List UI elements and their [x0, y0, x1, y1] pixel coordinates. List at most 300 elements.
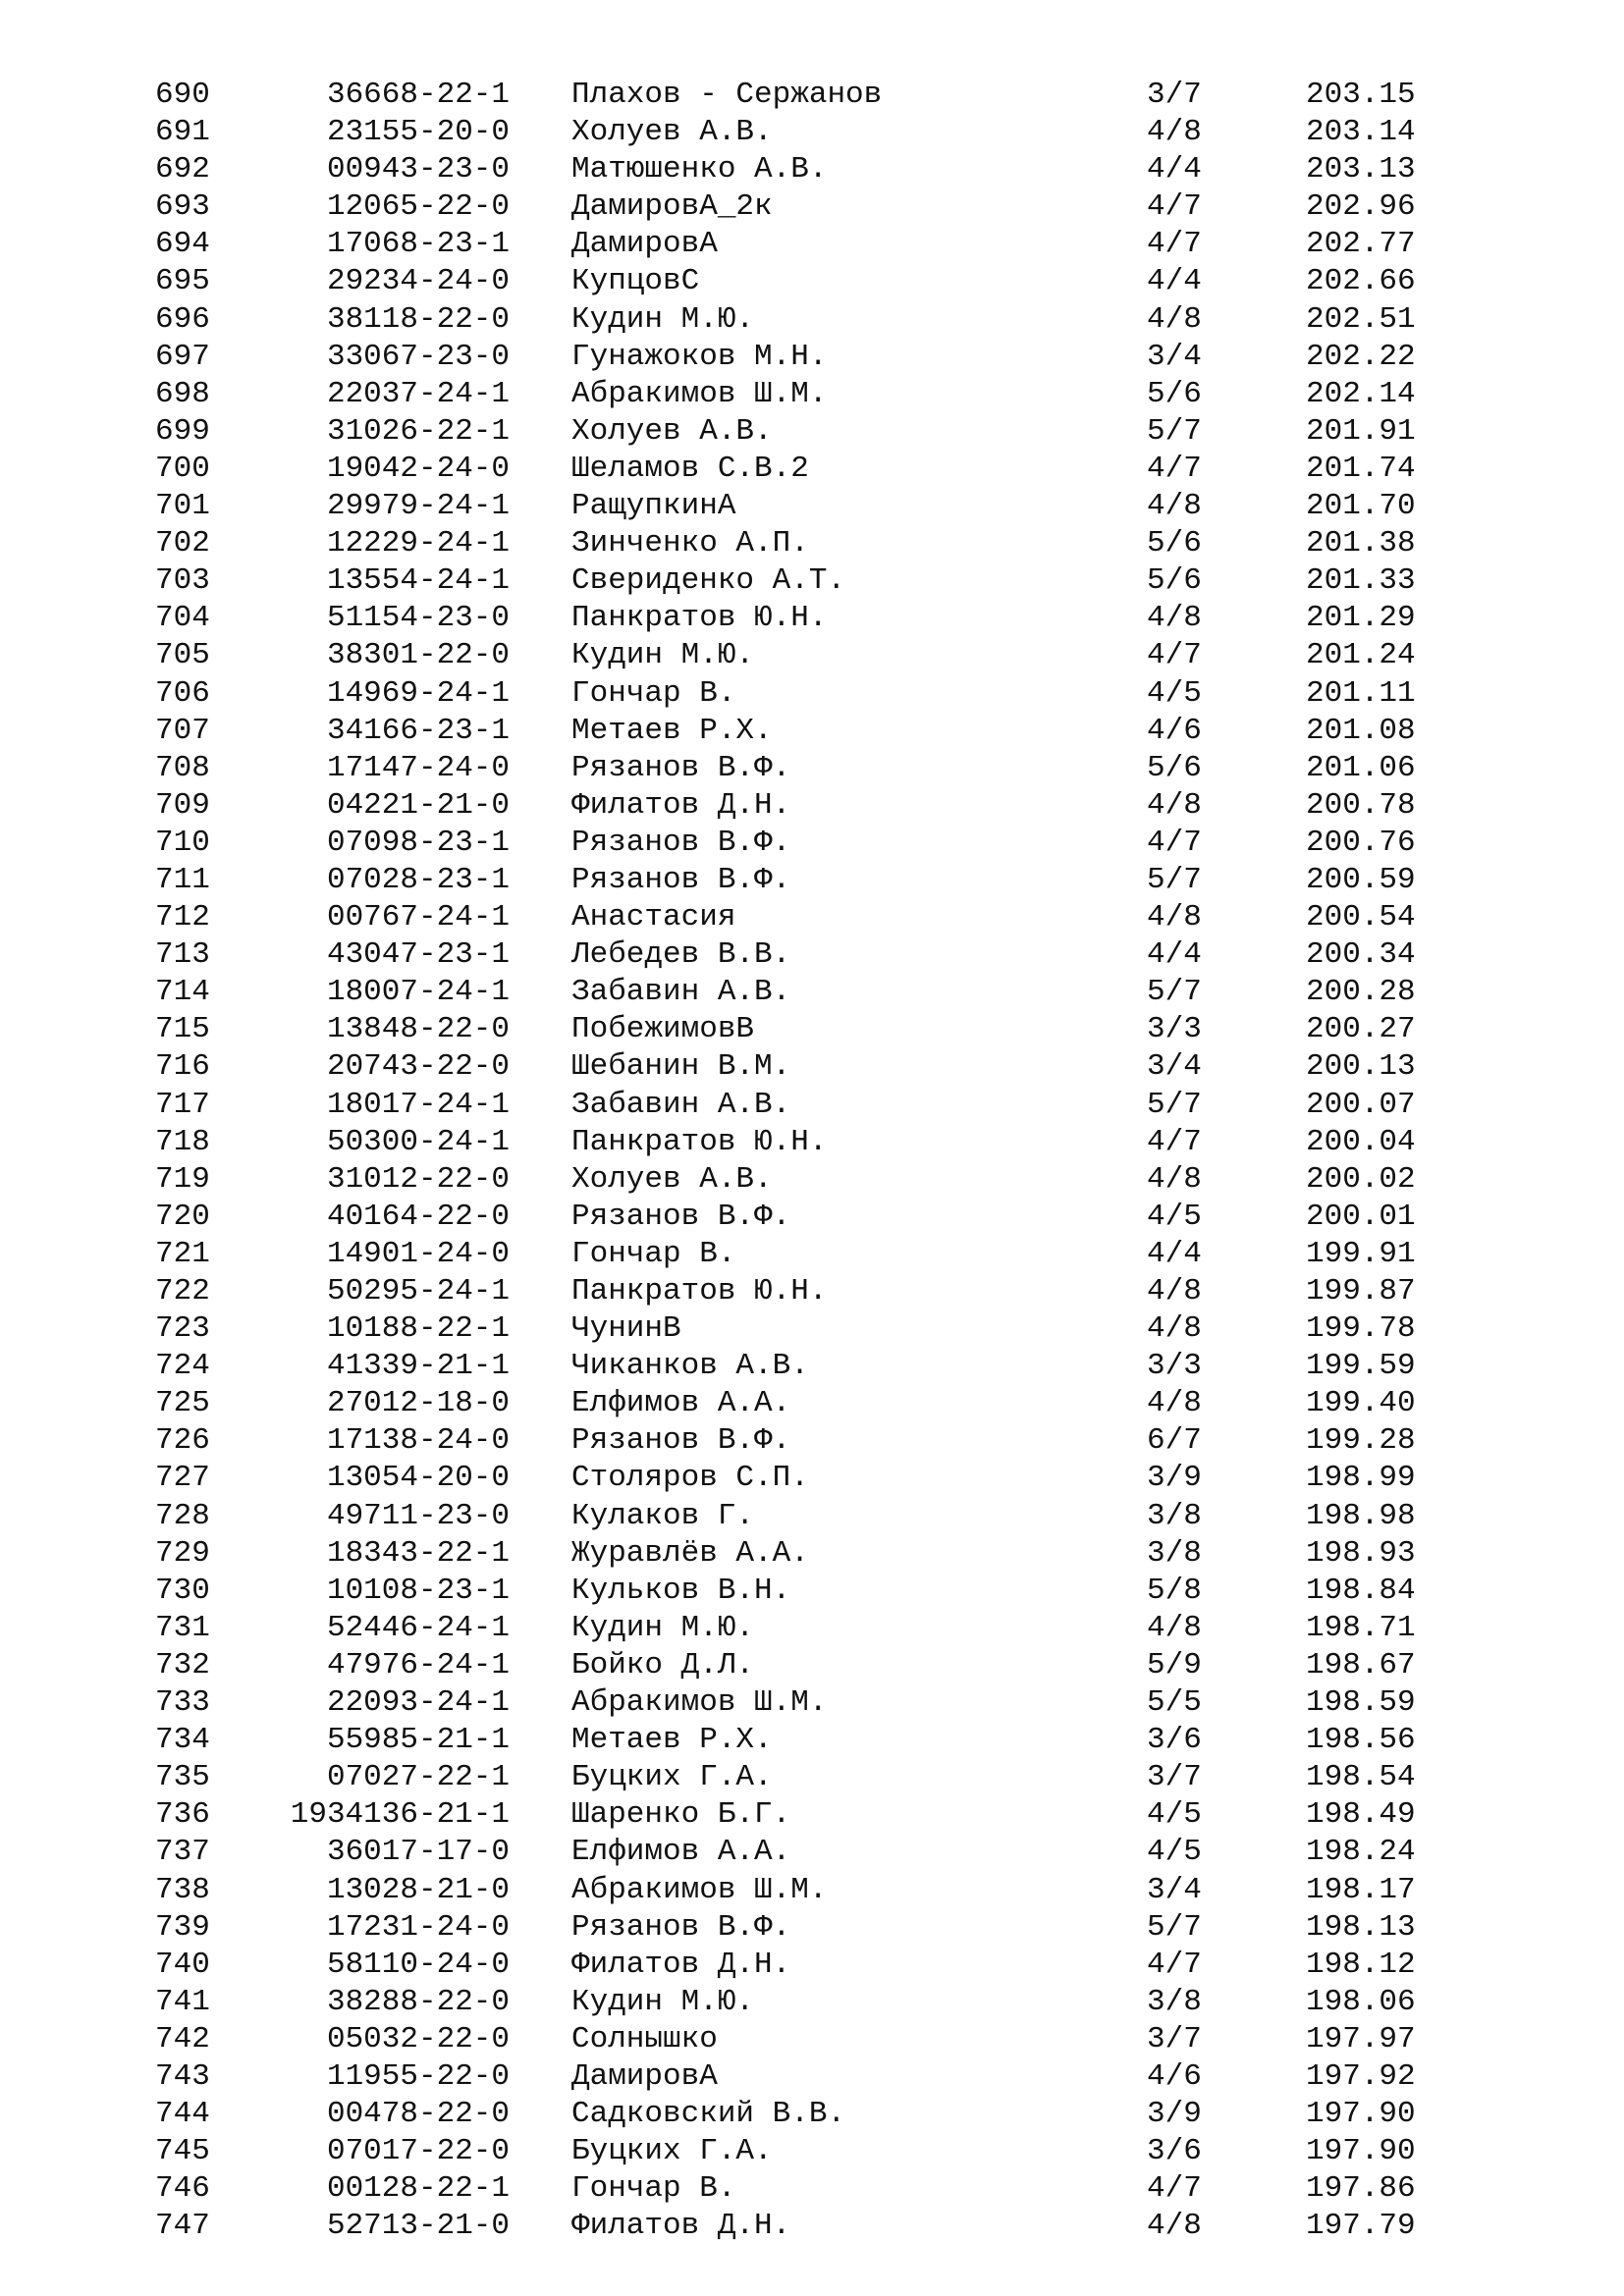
table-row: [0, 1722, 1624, 1759]
ratio-value: 3/9: [1147, 2097, 1202, 2132]
participant-name: Плахов - Сержанов: [571, 78, 883, 112]
ratio-value: 5/7: [1147, 1087, 1202, 1122]
row-number: 709: [155, 787, 210, 823]
row-number: 690: [155, 78, 210, 112]
ratio-value: 4/7: [1147, 227, 1202, 262]
score-value: 198.99: [1306, 1461, 1416, 1496]
participant-name: КупцовС: [571, 264, 700, 299]
entry-code: 04221-21-0: [326, 787, 510, 823]
entry-code: 19042-24-0: [326, 451, 510, 486]
table-row: [0, 600, 1624, 637]
row-number: 707: [155, 713, 210, 748]
entry-code: 10188-22-1: [326, 1311, 510, 1347]
row-number: 693: [155, 189, 210, 225]
table-row: [0, 1535, 1624, 1573]
table-row: [0, 1422, 1624, 1460]
entry-code: 17138-24-0: [326, 1423, 510, 1459]
row-number: 692: [155, 152, 210, 187]
entry-code: 31026-22-1: [326, 413, 510, 449]
entry-code: 50295-24-1: [326, 1274, 510, 1308]
score-value: 202.96: [1306, 189, 1416, 225]
row-number: 712: [155, 900, 210, 935]
participant-name: Метаев Р.Х.: [571, 1723, 773, 1758]
ratio-value: 4/8: [1147, 2209, 1202, 2244]
entry-code: 52713-21-0: [326, 2209, 510, 2244]
entry-code: 13054-20-0: [326, 1461, 510, 1496]
ratio-value: 3/8: [1147, 1984, 1202, 2019]
ratio-value: 4/8: [1147, 900, 1202, 935]
participant-name: Чиканков А.В.: [571, 1349, 809, 1384]
ratio-value: 3/3: [1147, 1012, 1202, 1047]
ratio-value: 3/6: [1147, 1723, 1202, 1758]
table-row: [0, 1834, 1624, 1871]
entry-code: 17147-24-0: [326, 750, 510, 785]
row-number: 698: [155, 376, 210, 411]
table-row: [0, 1273, 1624, 1310]
entry-code: 00767-24-1: [326, 900, 510, 935]
ratio-value: 4/4: [1147, 937, 1202, 973]
entry-code: 22037-24-1: [326, 376, 510, 411]
ratio-value: 4/4: [1147, 1236, 1202, 1271]
table-row: [0, 675, 1624, 713]
participant-name: Абракимов Ш.М.: [571, 376, 828, 411]
entry-code: 20743-22-0: [326, 1049, 510, 1085]
ratio-value: 3/4: [1147, 339, 1202, 374]
score-value: 198.59: [1306, 1685, 1416, 1721]
ratio-value: 4/6: [1147, 2058, 1202, 2094]
participant-name: Рязанов В.Ф.: [571, 1199, 791, 1234]
ratio-value: 4/7: [1147, 451, 1202, 486]
participant-name: ДамировА: [571, 2058, 718, 2094]
score-value: 198.13: [1306, 1909, 1416, 1945]
table-row: [0, 2096, 1624, 2133]
entry-code: 29234-24-0: [326, 264, 510, 299]
entry-code: 22093-24-1: [326, 1685, 510, 1721]
ratio-value: 5/6: [1147, 750, 1202, 785]
score-value: 199.87: [1306, 1274, 1416, 1308]
entry-code: 11955-22-0: [326, 2058, 510, 2094]
row-number: 696: [155, 301, 210, 337]
participant-name: ПобежимовВ: [571, 1012, 755, 1047]
score-value: 201.91: [1306, 413, 1416, 449]
participant-name: ДамировА_2к: [571, 189, 773, 225]
row-number: 708: [155, 750, 210, 785]
entry-code: 58110-24-0: [326, 1947, 510, 1982]
entry-code: 17068-23-1: [326, 227, 510, 262]
entry-code: 17231-24-0: [326, 1909, 510, 1945]
entry-code: 00478-22-0: [326, 2097, 510, 2132]
row-number: 726: [155, 1423, 210, 1459]
row-number: 747: [155, 2209, 210, 2244]
row-number: 738: [155, 1872, 210, 1907]
participant-name: Холуев А.В.: [571, 1161, 773, 1197]
participant-name: Солнышко: [571, 2021, 718, 2056]
row-number: 713: [155, 937, 210, 973]
row-number: 715: [155, 1012, 210, 1047]
score-value: 198.54: [1306, 1760, 1416, 1795]
entry-code: 36017-17-0: [326, 1835, 510, 1870]
entry-code: 23155-20-0: [326, 115, 510, 150]
row-number: 694: [155, 227, 210, 262]
score-value: 203.14: [1306, 115, 1416, 150]
table-row: [0, 1759, 1624, 1796]
table-row: [0, 1310, 1624, 1348]
table-row: [0, 562, 1624, 600]
entry-code: 40164-22-0: [326, 1199, 510, 1234]
ratio-value: 4/7: [1147, 2171, 1202, 2207]
ratio-value: 3/8: [1147, 1535, 1202, 1571]
score-value: 200.07: [1306, 1087, 1416, 1122]
participant-name: Буцких Г.А.: [571, 2134, 773, 2169]
score-value: 197.90: [1306, 2097, 1416, 2132]
score-value: 200.76: [1306, 825, 1416, 860]
ratio-value: 5/6: [1147, 563, 1202, 599]
table-row: [0, 1647, 1624, 1684]
participant-name: Анастасия: [571, 900, 736, 935]
entry-code: 18017-24-1: [326, 1087, 510, 1122]
participant-name: Холуев А.В.: [571, 115, 773, 150]
entry-code: 12065-22-0: [326, 189, 510, 225]
score-value: 201.70: [1306, 489, 1416, 524]
ratio-value: 3/6: [1147, 2134, 1202, 2169]
row-number: 724: [155, 1349, 210, 1384]
participant-name: Абракимов Ш.М.: [571, 1872, 828, 1907]
entry-code: 29979-24-1: [326, 489, 510, 524]
table-row: [0, 1087, 1624, 1124]
participant-name: Филатов Д.Н.: [571, 1947, 791, 1982]
table-row: [0, 451, 1624, 488]
ratio-value: 3/3: [1147, 1349, 1202, 1384]
participant-name: Садковский В.В.: [571, 2097, 846, 2132]
table-row: [0, 1498, 1624, 1535]
score-value: 197.92: [1306, 2058, 1416, 2094]
ratio-value: 3/7: [1147, 2021, 1202, 2056]
ratio-value: 6/7: [1147, 1423, 1202, 1459]
score-value: 200.28: [1306, 975, 1416, 1010]
row-number: 720: [155, 1199, 210, 1234]
table-row: [0, 77, 1624, 114]
participant-name: Рязанов В.Ф.: [571, 862, 791, 897]
entry-code: 18007-24-1: [326, 975, 510, 1010]
participant-name: Кулаков Г.: [571, 1498, 755, 1533]
ratio-value: 5/7: [1147, 975, 1202, 1010]
row-number: 727: [155, 1461, 210, 1496]
row-number: 721: [155, 1236, 210, 1271]
table-row: [0, 713, 1624, 750]
row-number: 700: [155, 451, 210, 486]
row-number: 733: [155, 1685, 210, 1721]
participant-name: Панкратов Ю.Н.: [571, 1274, 828, 1308]
ratio-value: 3/4: [1147, 1872, 1202, 1907]
table-row: [0, 2133, 1624, 2170]
row-number: 704: [155, 601, 210, 636]
table-row: [0, 413, 1624, 451]
participant-name: Матюшенко А.В.: [571, 152, 828, 187]
row-number: 728: [155, 1498, 210, 1533]
entry-code: 38118-22-0: [326, 301, 510, 337]
score-value: 201.33: [1306, 563, 1416, 599]
participant-name: Рязанов В.Ф.: [571, 1423, 791, 1459]
entry-code: 18343-22-1: [326, 1535, 510, 1571]
ratio-value: 4/8: [1147, 301, 1202, 337]
score-value: 202.22: [1306, 339, 1416, 374]
table-row: [0, 637, 1624, 674]
participant-name: Столяров С.П.: [571, 1461, 809, 1496]
row-number: 701: [155, 489, 210, 524]
participant-name: Кульков В.Н.: [571, 1573, 791, 1608]
table-row: [0, 1796, 1624, 1834]
score-value: 201.06: [1306, 750, 1416, 785]
participant-name: Холуев А.В.: [571, 413, 773, 449]
entry-code: 31012-22-0: [326, 1161, 510, 1197]
score-value: 200.54: [1306, 900, 1416, 935]
participant-name: Елфимов А.А.: [571, 1386, 791, 1421]
participant-name: Филатов Д.Н.: [571, 2209, 791, 2244]
participant-name: Зинченко А.П.: [571, 526, 809, 561]
score-value: 202.51: [1306, 301, 1416, 337]
ratio-value: 4/8: [1147, 1311, 1202, 1347]
participant-name: Забавин А.В.: [571, 975, 791, 1010]
row-number: 706: [155, 675, 210, 711]
participant-name: Свериденко А.Т.: [571, 563, 846, 599]
ratio-value: 4/5: [1147, 1199, 1202, 1234]
table-row: [0, 114, 1624, 151]
participant-name: Абракимов Ш.М.: [571, 1685, 828, 1721]
entry-code: 00128-22-1: [326, 2171, 510, 2207]
entry-code: 14969-24-1: [326, 675, 510, 711]
entry-code: 52446-24-1: [326, 1610, 510, 1645]
entry-code: 13848-22-0: [326, 1012, 510, 1047]
ratio-value: 4/5: [1147, 1835, 1202, 1870]
ratio-value: 4/8: [1147, 1610, 1202, 1645]
score-value: 201.29: [1306, 601, 1416, 636]
table-row: [0, 1011, 1624, 1048]
score-value: 199.28: [1306, 1423, 1416, 1459]
row-number: 719: [155, 1161, 210, 1197]
row-number: 737: [155, 1835, 210, 1870]
table-row: [0, 1124, 1624, 1161]
entry-code: 38301-22-0: [326, 638, 510, 673]
table-row: [0, 188, 1624, 226]
score-value: 197.79: [1306, 2209, 1416, 2244]
entry-code: 33067-23-0: [326, 339, 510, 374]
participant-name: Шаренко Б.Г.: [571, 1797, 791, 1833]
score-value: 200.01: [1306, 1199, 1416, 1234]
participant-name: Буцких Г.А.: [571, 1760, 773, 1795]
score-value: 200.78: [1306, 787, 1416, 823]
entry-code: 00943-23-0: [326, 152, 510, 187]
entry-code: 12229-24-1: [326, 526, 510, 561]
participant-name: Елфимов А.А.: [571, 1835, 791, 1870]
entry-code: 07027-22-1: [326, 1760, 510, 1795]
entry-code: 38288-22-0: [326, 1984, 510, 2019]
entry-code: 07098-23-1: [326, 825, 510, 860]
table-row: [0, 1909, 1624, 1947]
entry-code: 50300-24-1: [326, 1124, 510, 1159]
score-value: 199.59: [1306, 1349, 1416, 1384]
table-row: [0, 825, 1624, 862]
row-number: 710: [155, 825, 210, 860]
score-value: 203.15: [1306, 78, 1416, 112]
row-number: 732: [155, 1647, 210, 1682]
row-number: 745: [155, 2134, 210, 2169]
score-value: 198.24: [1306, 1835, 1416, 1870]
table-row: [0, 1984, 1624, 2021]
row-number: 702: [155, 526, 210, 561]
participant-name: Кудин М.Ю.: [571, 1610, 755, 1645]
score-value: 200.02: [1306, 1161, 1416, 1197]
table-row: [0, 2170, 1624, 2208]
ratio-value: 4/8: [1147, 1274, 1202, 1308]
table-row: [0, 2021, 1624, 2058]
row-number: 739: [155, 1909, 210, 1945]
table-row: [0, 750, 1624, 787]
ratio-value: 3/4: [1147, 1049, 1202, 1085]
score-value: 200.13: [1306, 1049, 1416, 1085]
participant-name: Шеламов С.В.2: [571, 451, 809, 486]
participant-name: Гончар В.: [571, 1236, 736, 1271]
score-value: 202.77: [1306, 227, 1416, 262]
score-value: 200.04: [1306, 1124, 1416, 1159]
row-number: 741: [155, 1984, 210, 2019]
table-row: [0, 488, 1624, 525]
score-value: 198.93: [1306, 1535, 1416, 1571]
entry-code: 13554-24-1: [326, 563, 510, 599]
entry-code: 34166-23-1: [326, 713, 510, 748]
row-number: 705: [155, 638, 210, 673]
participant-name: Гончар В.: [571, 2171, 736, 2207]
ratio-value: 5/5: [1147, 1685, 1202, 1721]
row-number: 699: [155, 413, 210, 449]
table-row: [0, 1348, 1624, 1385]
entry-code: 41339-21-1: [326, 1349, 510, 1384]
ratio-value: 4/8: [1147, 1386, 1202, 1421]
participant-name: Забавин А.В.: [571, 1087, 791, 1122]
participant-name: Бойко Д.Л.: [571, 1647, 755, 1682]
table-row: [0, 862, 1624, 899]
ratio-value: 4/4: [1147, 152, 1202, 187]
entry-code: 27012-18-0: [326, 1386, 510, 1421]
ratio-value: 5/8: [1147, 1573, 1202, 1608]
ratio-value: 3/7: [1147, 1760, 1202, 1795]
participant-name: Кудин М.Ю.: [571, 638, 755, 673]
ratio-value: 4/7: [1147, 638, 1202, 673]
score-value: 198.98: [1306, 1498, 1416, 1533]
score-value: 198.67: [1306, 1647, 1416, 1682]
entry-code: 47976-24-1: [326, 1647, 510, 1682]
score-value: 201.11: [1306, 675, 1416, 711]
ratio-value: 4/7: [1147, 1124, 1202, 1159]
ratio-value: 3/8: [1147, 1498, 1202, 1533]
table-row: [0, 301, 1624, 339]
participant-name: ЧунинВ: [571, 1311, 681, 1347]
row-number: 735: [155, 1760, 210, 1795]
score-value: 198.06: [1306, 1984, 1416, 2019]
participant-name: Рязанов В.Ф.: [571, 825, 791, 860]
row-number: 695: [155, 264, 210, 299]
ratio-value: 4/8: [1147, 115, 1202, 150]
table-row: [0, 1610, 1624, 1647]
table-row: [0, 1684, 1624, 1722]
score-value: 199.78: [1306, 1311, 1416, 1347]
row-number: 716: [155, 1049, 210, 1085]
participant-name: Панкратов Ю.Н.: [571, 601, 828, 636]
score-value: 198.49: [1306, 1797, 1416, 1833]
table-row: [0, 2208, 1624, 2245]
entry-code: 05032-22-0: [326, 2021, 510, 2056]
participant-name: Гунажоков М.Н.: [571, 339, 828, 374]
score-value: 198.71: [1306, 1610, 1416, 1645]
participant-name: Кудин М.Ю.: [571, 1984, 755, 2019]
ratio-value: 5/9: [1147, 1647, 1202, 1682]
entry-code: 13028-21-0: [326, 1872, 510, 1907]
row-number: 718: [155, 1124, 210, 1159]
participant-name: Рязанов В.Ф.: [571, 750, 791, 785]
table-row: [0, 263, 1624, 300]
participant-name: Метаев Р.Х.: [571, 713, 773, 748]
row-number: 717: [155, 1087, 210, 1122]
row-number: 711: [155, 862, 210, 897]
table-row: [0, 787, 1624, 825]
score-value: 199.40: [1306, 1386, 1416, 1421]
ratio-value: 5/6: [1147, 526, 1202, 561]
row-number: 740: [155, 1947, 210, 1982]
ratio-value: 4/7: [1147, 1947, 1202, 1982]
score-value: 197.97: [1306, 2021, 1416, 2056]
score-value: 198.17: [1306, 1872, 1416, 1907]
row-number: 691: [155, 115, 210, 150]
row-number: 743: [155, 2058, 210, 2094]
entry-code: 55985-21-1: [326, 1723, 510, 1758]
row-number: 729: [155, 1535, 210, 1571]
table-row: [0, 151, 1624, 188]
ratio-value: 5/7: [1147, 862, 1202, 897]
score-value: 200.34: [1306, 937, 1416, 973]
table-row: [0, 1048, 1624, 1086]
table-row: [0, 226, 1624, 263]
ratio-value: 5/7: [1147, 1909, 1202, 1945]
table-row: [0, 376, 1624, 413]
score-value: 201.74: [1306, 451, 1416, 486]
participant-name: РащупкинА: [571, 489, 736, 524]
row-number: 734: [155, 1723, 210, 1758]
ratio-value: 4/6: [1147, 713, 1202, 748]
score-value: 203.13: [1306, 152, 1416, 187]
row-number: 731: [155, 1610, 210, 1645]
entry-code: 07017-22-0: [326, 2134, 510, 2169]
row-number: 703: [155, 563, 210, 599]
row-number: 744: [155, 2097, 210, 2132]
row-number: 697: [155, 339, 210, 374]
score-value: 201.08: [1306, 713, 1416, 748]
participant-name: ДамировА: [571, 227, 718, 262]
ratio-value: 5/6: [1147, 376, 1202, 411]
table-row: [0, 525, 1624, 562]
participant-name: Филатов Д.Н.: [571, 787, 791, 823]
ratio-value: 4/8: [1147, 601, 1202, 636]
table-row: [0, 1460, 1624, 1497]
entry-code: 36668-22-1: [326, 78, 510, 112]
table-row: [0, 1872, 1624, 1909]
participant-name: Журавлёв А.А.: [571, 1535, 809, 1571]
score-value: 200.59: [1306, 862, 1416, 897]
table-row: [0, 339, 1624, 376]
row-number: 742: [155, 2021, 210, 2056]
ratio-value: 4/7: [1147, 189, 1202, 225]
ratio-value: 4/4: [1147, 264, 1202, 299]
entry-code: 1934136-21-1: [290, 1797, 510, 1833]
entry-code: 10108-23-1: [326, 1573, 510, 1608]
